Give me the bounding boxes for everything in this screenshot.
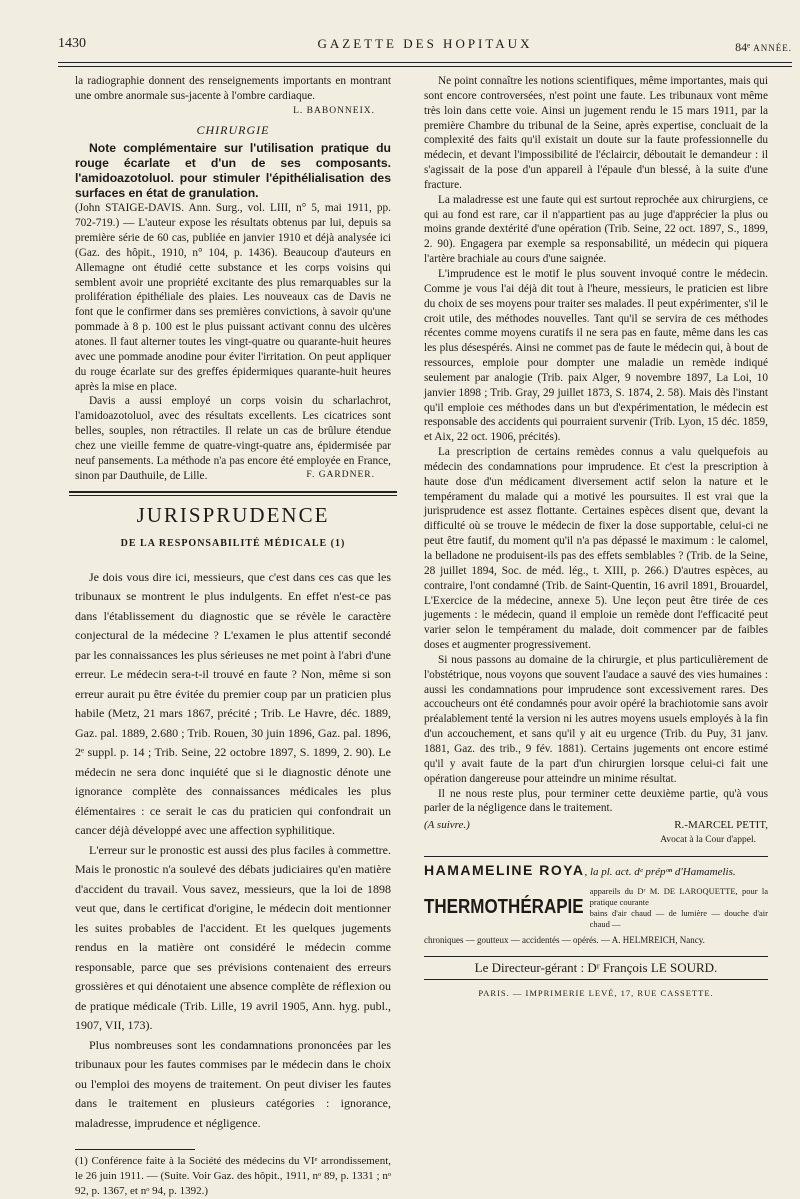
right-paragraph-2: La maladresse est une faute qui est surtout reprochée aux chirurgiens, ce qui au fond est rare, car il n'appartient pas au juge d'apprécier la plus ou moins grande dextérité d'une opération (Trib. Seine, 22 oct. 1897, S., 1899, 2. 90). Engagera par exemple sa responsabilité, un médecin qui piquera l'artère brachiale au cours d'une saignée.: [424, 193, 768, 266]
header-rule: [58, 62, 792, 63]
section-title-chirurgie: CHIRURGIE: [196, 122, 270, 137]
right-paragraph-4: La prescription de certains remèdes connus a valu quelquefois au médecin des condamnations pour imprudence. Et c'est la prescription à haute dose d'un médicament diversement actif selon la nature et le tempérament du malade qui a motivé les poursuites. Il est vrai que la jurisprudence est assez flottante. Certaines espèces disent que, devant la difficulté où se trouve le médecin de fixer la dose supportable, celui-ci ne peut être fautif, du moment qu'il n'a pas dépassé le maximum : le calomel, la belladone ne produisent-ils pas des effets semblables ? (Trib. de la Seine, 28 juillet 1894, Soc. de méd. lég., t. XIII, p. 266.) D'autres espèces, au contraire, l'ont condamné (Trib. de Saint-Quentin, 16 avril 1891, Brouardel, L'Exercice de la médecine, annexe 5). Une leçon peut être tirée de ces jugements : le médecin, quand il emploie un remède dont l'efficacité peut varier selon le tempérament du malade, doit commencer par de faibles doses et augmenter progressivement.: [424, 446, 768, 652]
footnote-rule: [75, 1149, 195, 1150]
journal-title: GAZETTE DES HOPITAUX: [317, 36, 533, 51]
ad-thermotherapie-footer: chroniques — goutteux — accidentés — opérés. — A. HELMREICH, Nancy.: [424, 934, 705, 945]
jurisprudence-title: JURISPRUDENCE: [136, 503, 330, 528]
right-paragraph-6: Il ne nous reste plus, pour terminer cette deuxième partie, qu'à vous parler de la négligence dans le traitement.: [424, 787, 768, 815]
jurisprudence-body: [75, 568, 391, 1134]
year-label: 84ᵉ ANNÉE.: [735, 40, 792, 54]
ad-thermotherapie: [424, 886, 768, 930]
body-paragraph-3: Plus nombreuses sont les condamnations prononcées par les tribunaux pour les fautes commises par le médecin dans le choix ou l'emploi des moyens de traitement. On peut diviser les fautes dans le traitement en plusieurs catégories : ignorance, maladresse, imprudence et négligence.: [75, 1037, 391, 1130]
article-headline: Note complémentaire sur l'utilisation pratique du rouge écarlate et d'un de ses composants. l'amidoazotoluol. pour stimuler l'épithélialisation des surfaces en état de granulation.: [75, 141, 391, 201]
to-be-continued-row: [424, 818, 768, 833]
director-line: Le Directeur-gérant : Dʳ François LE SOURD.: [424, 956, 768, 981]
ad-hamameline: HAMAMELINE ROYA, la pl. act. dᵉ prépᵒⁿ d'Hamamelis.: [424, 861, 736, 878]
body-paragraph-1: Je dois vous dire ici, messieurs, que c'est dans ces cas que les tribunaux se montrent le plus indulgents. En effet n'est-ce pas dans l'établissement du diagnostic que se révèle le caractère conjectural de la médecine ? L'examen le plus attentif secondé par les connaissances les plus sérieuses ne met point à l'abri d'une erreur. Le médecin sera-t-il trouvé en faute ? Non, même si son erreur aurait pu être évitée du premier coup par un praticien plus habile (Metz, 21 mars 1867, précité ; Trib. Le Havre, déc. 1889, Gaz. pal. 1889, 2.680 ; Trib. Rouen, 30 juin 1896, Gaz. pal. 1896, 2ᵉ suppl. p. 14 ; Trib. Seine, 22 octobre 1897, S. 1899, 2. 90). Le médecin ne sera donc inquiété que si le diagnostic dénote une ignorance complète des connaissances médicales les plus élémentaires : ce serait le cas du praticien qui confondrait un cancer déjà développé avec une affection syphilitique.: [75, 569, 391, 838]
page-header: [58, 36, 792, 58]
page-number: 1430: [58, 36, 86, 51]
ad-thermotherapie-text: appareils du Dʳ M. DE LAROQUETTE, pour la pratique courante bains d'air chaud — de lumière — douche d'air chaud —: [589, 885, 768, 929]
right-paragraph-5: Si nous passons au domaine de la chirurgie, et plus particulièrement de l'obstétrique, nous voyons que souvent l'audace a sauvé des vies humaines : aussi les condamnations pour imprudence sont excessivement rares. Des accoucheurs ont été condamnés pour avoir opéré la brachiotomie sans avoir préalablement tenté la version ni les autres moyens usuels employés à la fin d'un accouchement, et sans qu'il y ait eu urgence (Trib. du Puy, 31 janv. 1881, Gaz. des trib., 9 fév. 1881). Certains jugements ont encore estimé qu'il y avait faute de la part d'un chirurgien lorsque celui-ci fait une opération dangereuse pour atteindre un minime résultat.: [424, 653, 768, 785]
to-be-continued: (A suivre.): [424, 819, 470, 832]
author-title: Avocat à la Cour d'appel.: [660, 835, 756, 846]
left-column: [75, 74, 391, 1199]
article-subtitle: DE LA RESPONSABILITÉ MÉDICALE (1): [120, 538, 346, 550]
body-paragraph-2: L'erreur sur le pronostic est aussi des plus faciles à commettre. Mais le pronostic n'a soulevé des débats judiciaires qu'en matière d'accident du travail. Vous savez, messieurs, que la loi de 1898 veut que, dans le certificat d'origine, le médecin doit mentionner les suites probables de l'accident. Et les quelques jugements rendus en la matière ont considéré le médecin comme responsable, parce que ses prévisions contenaient des erreurs grossières et qui dénotaient une absence complète de réflexion ou de pratique médicale (Trib. Lille, 19 avril 1905, Ann. hyg. publ., 1907, VII, 173).: [75, 842, 391, 1033]
advertisement-block: [424, 856, 768, 948]
section-divider: [69, 491, 397, 496]
right-paragraph-1: Ne point connaître les notions scientifiques, même importantes, mais qui sont encore controversées, n'est point une faute. Les tribunaux vont même très loin dans cette voie. Ainsi un jugement rendu le 15 mars 1911, par la première Chambre du tribunal de la Seine, après expertise, concluait de la complexité des faits qu'il existait un doute sur la faute professionnelle du médecin, et devant l'impossibilité de l'éclaircir, déboutait le demandeur : il s'agissait de la pose d'un appareil à l'épaule d'un blessé, à la suite d'une fracture.: [424, 75, 768, 191]
intro-text: la radiographie donnent des renseignements importants en montrant une ombre anormale sus-jacente à l'ombre cardiaque.: [75, 75, 391, 102]
article-paragraph-2: Davis a aussi employé un corps voisin du scharlachrot, l'amidoazotoluol, avec des résultats excellents. Les cicatrices sont belles, souples, non rétractiles. Il relate un cas de brûlure étendue chez une vieille femme de quatre-vingt-quatre ans, épidermisée par neuf pansements. La méthode n'a pas encore été employée en France, sinon par Dauthuile, de Lille.: [75, 395, 391, 482]
ad-thermotherapie-title: THERMOTHÉRAPIE: [424, 895, 584, 919]
article-paragraph-1: (John STAIGE-DAVIS. Ann. Surg., vol. LIII, n° 5, mai 1911, pp. 702-719.) — L'auteur expose les résultats obtenus par lui, depuis sa première série de 60 cas, publiée en janvier 1910 et déjà analysée ici (Gaz. des hôpit., 1910, n° 104, p. 1436). Beaucoup d'auteurs en Allemagne ont étudié cette substance et les corps voisins qui semblent avoir une propriété excitante des plus remarquables sur la prolifération épithéliale des plaies. Les nouveaux cas de Davis ne font que le confirmer dans ses premières convictions, à savoir qu'une pommade à 8 p. 100 est le plus puissant activant connu des ulcères atones. Il faut alterner toutes les vingt-quatre ou quarante-huit heures avec une pommade anodine pour éviter l'irritation. On peut appliquer du rouge écarlate sur des greffes épidermiques quarante-huit heures après la mise en place.: [75, 202, 391, 393]
right-paragraph-3: L'imprudence est le motif le plus souvent invoqué contre le médecin. Comme je vous l'ai déjà dit tout à l'heure, messieurs, le praticien est libre du choix de ses moyens pour traiter ses malades. Il peut expérimenter, s'il le croit utile, des méthodes nouvelles. Tant qu'il se servira de ces méthodes récentes comme moyens curatifs il ne sera pas en faute, même dans les cas les plus désespérés. Ainsi ne commet pas de faute le médecin qui, à bout de ressources, emploie pour dompter une maladie un remède indiqué seulement par analogie (Trib. paix Alger, 9 novembre 1897, La Loi, 10 janvier 1898 ; Trib. Gray, 29 juillet 1873, S. 1874, 2. 58). Mais dès l'instant qu'il emploie ces méthodes dans un but d'expérimentation, le médecin est responsable des accidents qui pourraient survenir (Trib. Lyon, 15 déc. 1859, et Aix, 22 oct. 1906, précités).: [424, 267, 768, 444]
signature-petit: R.-MARCEL PETIT,: [674, 819, 768, 832]
signature-gardner: F. GARDNER.: [306, 470, 375, 481]
footnote: (1) Conférence faite à la Société des médecins du VIᵉ arrondissement, le 26 juin 1911. — (Suite. Voir Gaz. des hôpit., 1911, nᵒ 89, p. 1331 ; nᵒ 92, p. 1367, et nᵒ 94, p. 1392.): [75, 1155, 391, 1198]
printer-line: PARIS. — IMPRIMERIE LEVÉ, 17, RUE CASSETTE.: [478, 988, 714, 999]
right-column: [424, 74, 768, 1001]
header-rule-thin: [58, 66, 792, 67]
signature-babonneix: L. BABONNEIX.: [293, 105, 375, 116]
